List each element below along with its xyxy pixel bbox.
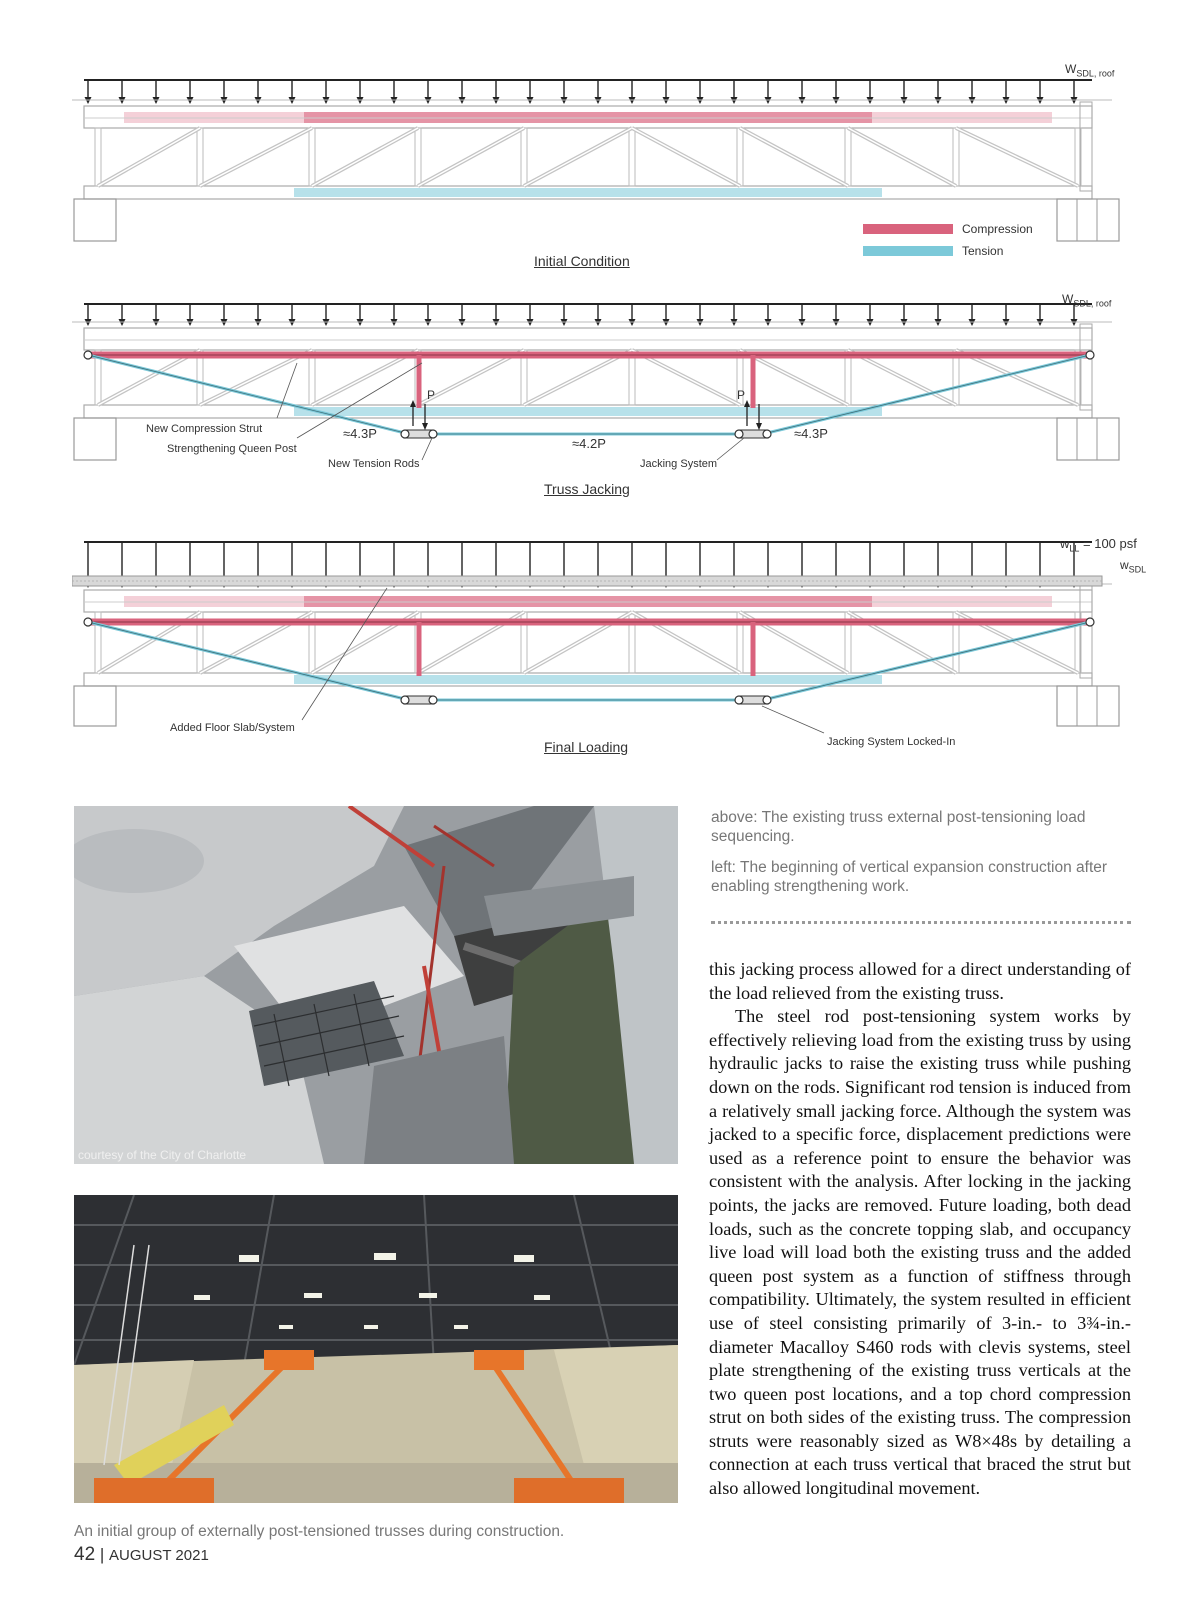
diagram-final-loading	[72, 528, 1152, 780]
aerial-photo-illustration	[74, 806, 678, 1164]
tension-band	[294, 407, 882, 416]
load-label-roof: $W_{SDL, roof}$	[1062, 292, 1112, 309]
truss-vertical	[737, 128, 743, 186]
legend-tension-label: Tension	[962, 244, 1004, 258]
right-support	[1057, 686, 1119, 726]
diagram-truss-jacking	[72, 288, 1152, 520]
label-new-compression-strut: New Compression Strut	[146, 423, 263, 435]
clevis-pin	[735, 430, 743, 438]
footer-separator: |	[95, 1545, 110, 1564]
end-anchor-left	[84, 351, 92, 359]
tension-rod-left-line	[88, 622, 409, 700]
left-support	[74, 418, 116, 460]
truss-diagonal-inner	[312, 128, 418, 186]
photo-credit: courtesy of the City of Charlotte	[78, 1148, 247, 1162]
force-left-label: ≈4.3P	[343, 426, 377, 441]
diagram-initial-condition	[72, 56, 1152, 286]
truss-vertical	[845, 128, 851, 186]
force-mid-label: ≈4.2P	[572, 436, 606, 451]
truss-diagonal-inner	[98, 128, 200, 186]
page-number: 42	[74, 1544, 96, 1565]
label-added-floor-slab: Added Floor Slab/System	[170, 722, 295, 734]
truss-diagonal-inner	[740, 128, 848, 186]
added-floor-slab	[72, 576, 1102, 586]
truss-diagonal-inner	[632, 128, 740, 186]
jack-arrowhead	[756, 423, 762, 430]
aerial-construction-photo	[74, 806, 678, 1164]
live-load-label: $w_{LL} = 100$ psf	[1060, 536, 1137, 554]
truss-diagonal-inner	[200, 128, 312, 186]
end-anchor-left	[84, 618, 92, 626]
page-footer	[74, 1544, 209, 1566]
clevis-pin	[429, 430, 437, 438]
body-paragraph-2: The steel rod post-tensioning system works by effectively relieving load from the existing truss by using hydraulic jacks to raise the existing truss while pushing down on the rods. Significant rod tension is induced from a relatively small jacking force. Although the system was jacked to a specific force, displacement predictions were used as a reference point to ensure the behavior was consistent with the analysis. After locking in the jacking points, the jacks are removed. Future loading, both dead loads, such as the concrete topping slab, and occupancy live load will load both the existing truss and the added queen post system as a function of stiffness through compatibility. Ultimately, the system resulted in efficient use of steel consisting primarily of 3-in.- to 3¾-in.-diameter Macalloy S460 rods with clevis systems, steel plate strengthening of the existing truss verticals at the two queen post locations, and a top chord compression strut on both sides of the existing truss. The compression struts were reasonably sized as W8×48s by detailing a connection at each truss vertical that braced the strut but also allowed longitudinal movement.	[709, 1006, 1131, 1499]
caption-bottom: An initial group of externally post-tensioned trusses during construction.	[74, 1523, 565, 1540]
truss-diagonal-inner	[418, 128, 524, 186]
tension-band	[294, 188, 882, 197]
top-chord	[84, 328, 1092, 350]
truss-diagonal-inner	[848, 128, 956, 186]
interior-construction-photo	[74, 1195, 678, 1503]
body-paragraph-1: this jacking process allowed for a direct understanding of the load relieved from the existing truss.	[709, 959, 1131, 1003]
right-support	[1057, 418, 1119, 460]
left-support	[74, 686, 116, 726]
label-strengthening-queen-post: Strengthening Queen Post	[167, 443, 297, 455]
left-support	[74, 199, 116, 241]
clevis-pin	[735, 696, 743, 704]
clevis-pin	[429, 696, 437, 704]
end-column	[1080, 586, 1092, 678]
jack-arrowhead	[422, 423, 428, 430]
truss-vertical	[521, 128, 527, 186]
legend-compression-swatch	[863, 224, 953, 234]
truss-vertical	[629, 128, 635, 186]
diagram-title-final: Final Loading	[544, 739, 629, 755]
truss-vertical	[95, 128, 101, 186]
diagram-title-initial: Initial Condition	[534, 253, 630, 269]
end-column	[1080, 324, 1092, 410]
end-anchor-right	[1086, 351, 1094, 359]
legend-compression-label: Compression	[962, 222, 1033, 236]
right-support	[1057, 199, 1119, 241]
load-label-roof: $W_{SDL, roof}$	[1065, 62, 1115, 79]
truss-vertical	[197, 128, 203, 186]
clevis-pin	[401, 696, 409, 704]
caption-left: left: The beginning of vertical expansion construction after enabling strengthening work.	[711, 859, 1108, 895]
tension-rod-right-line	[763, 622, 1090, 700]
diagram-title-jacking: Truss Jacking	[544, 481, 630, 497]
force-right-label: ≈4.3P	[794, 426, 828, 441]
leader-line	[762, 706, 824, 733]
issue-date: AUGUST 2021	[109, 1547, 209, 1564]
truss-vertical	[953, 128, 959, 186]
truss-vertical	[415, 128, 421, 186]
tension-rod-right-line	[763, 355, 1090, 434]
truss-vertical	[309, 128, 315, 186]
leader-line	[422, 438, 432, 460]
p-right-label: P	[737, 388, 746, 402]
label-new-tension-rods: New Tension Rods	[328, 458, 420, 470]
end-column	[1080, 102, 1092, 191]
truss-diagonal-inner	[956, 128, 1078, 186]
caption-above: above: The existing truss external post-tensioning load sequencing.	[711, 809, 1086, 845]
end-anchor-right	[1086, 618, 1094, 626]
leader-line	[717, 438, 744, 460]
p-left-label: P	[427, 388, 436, 402]
clevis-pin	[401, 430, 409, 438]
dead-load-label: $w_{SDL}$	[1120, 558, 1147, 575]
legend-tension-swatch	[863, 246, 953, 256]
tension-band	[294, 675, 882, 684]
article-body	[709, 958, 1131, 1501]
interior-photo-illustration	[74, 1195, 678, 1503]
clevis-pin	[763, 430, 771, 438]
truss-diagonal-inner	[524, 128, 632, 186]
label-jacking-system-locked: Jacking System Locked-In	[827, 736, 956, 748]
section-divider	[711, 921, 1131, 924]
label-jacking-system: Jacking System	[640, 458, 718, 470]
clevis-pin	[763, 696, 771, 704]
